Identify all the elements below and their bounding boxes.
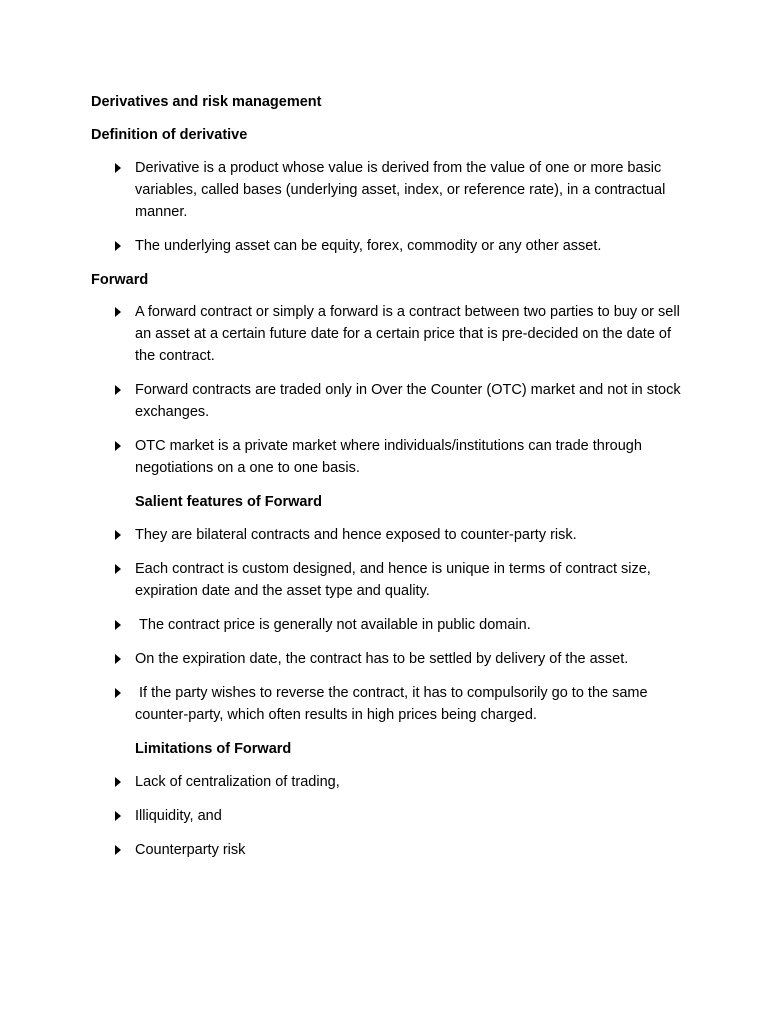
list-item — [91, 524, 687, 546]
triangle-right-icon — [115, 777, 121, 787]
triangle-right-icon — [115, 620, 121, 630]
list-item — [91, 435, 687, 479]
list-item — [91, 771, 687, 793]
list-item-text: Lack of centralization of trading, — [135, 774, 340, 790]
list-item-text: OTC market is a private market where individuals/institutions can trade through negotiations on a one to one basis. — [135, 438, 642, 476]
list-item-text: The contract price is generally not available in public domain. — [135, 617, 531, 633]
list-item-text: Illiquidity, and — [135, 808, 222, 824]
triangle-right-icon — [115, 441, 121, 451]
bullet-list-definition — [91, 157, 691, 257]
list-item — [91, 379, 687, 423]
list-item-text: Derivative is a product whose value is derived from the value of one or more basic variables, called bases (underlying asset, index, or reference rate), in a contractual manner. — [135, 160, 666, 220]
list-item-text: The underlying asset can be equity, forex, commodity or any other asset. — [135, 238, 602, 254]
list-item — [91, 235, 687, 257]
triangle-right-icon — [115, 654, 121, 664]
triangle-right-icon — [115, 307, 121, 317]
triangle-right-icon — [115, 241, 121, 251]
triangle-right-icon — [115, 845, 121, 855]
list-item — [91, 301, 687, 367]
list-item-text: Forward contracts are traded only in Over the Counter (OTC) market and not in stock exchanges. — [135, 382, 681, 420]
list-item — [91, 805, 687, 827]
triangle-right-icon — [115, 385, 121, 395]
document-title: Derivatives and risk management — [91, 94, 322, 110]
section-heading-salient-features: Salient features of Forward — [135, 494, 322, 510]
triangle-right-icon — [115, 688, 121, 698]
list-item-text: Counterparty risk — [135, 842, 246, 858]
section-heading-limitations: Limitations of Forward — [135, 741, 292, 757]
list-item — [91, 648, 687, 670]
list-item — [91, 157, 687, 223]
section-heading-definition: Definition of derivative — [91, 127, 248, 143]
document-body — [91, 91, 691, 873]
list-item-text: If the party wishes to reverse the contract, it has to compulsorily go to the same counter-party, which often results in high prices being charged. — [135, 685, 652, 723]
bullet-list-salient-features — [91, 524, 691, 726]
list-item — [91, 614, 687, 636]
section-heading-forward: Forward — [91, 272, 149, 288]
list-item — [91, 839, 687, 861]
list-item — [91, 682, 687, 726]
triangle-right-icon — [115, 163, 121, 173]
list-item-text: Each contract is custom designed, and hence is unique in terms of contract size, expiration date and the asset type and quality. — [135, 561, 651, 599]
list-item — [91, 558, 687, 602]
triangle-right-icon — [115, 811, 121, 821]
bullet-list-forward — [91, 301, 691, 479]
list-item-text: A forward contract or simply a forward is a contract between two parties to buy or sell an asset at a certain future date for a certain price that is pre-decided on the date of the contract. — [135, 304, 680, 364]
bullet-list-limitations — [91, 771, 691, 861]
triangle-right-icon — [115, 530, 121, 540]
triangle-right-icon — [115, 564, 121, 574]
list-item-text: On the expiration date, the contract has to be settled by delivery of the asset. — [135, 651, 629, 667]
list-item-text: They are bilateral contracts and hence exposed to counter-party risk. — [135, 527, 577, 543]
